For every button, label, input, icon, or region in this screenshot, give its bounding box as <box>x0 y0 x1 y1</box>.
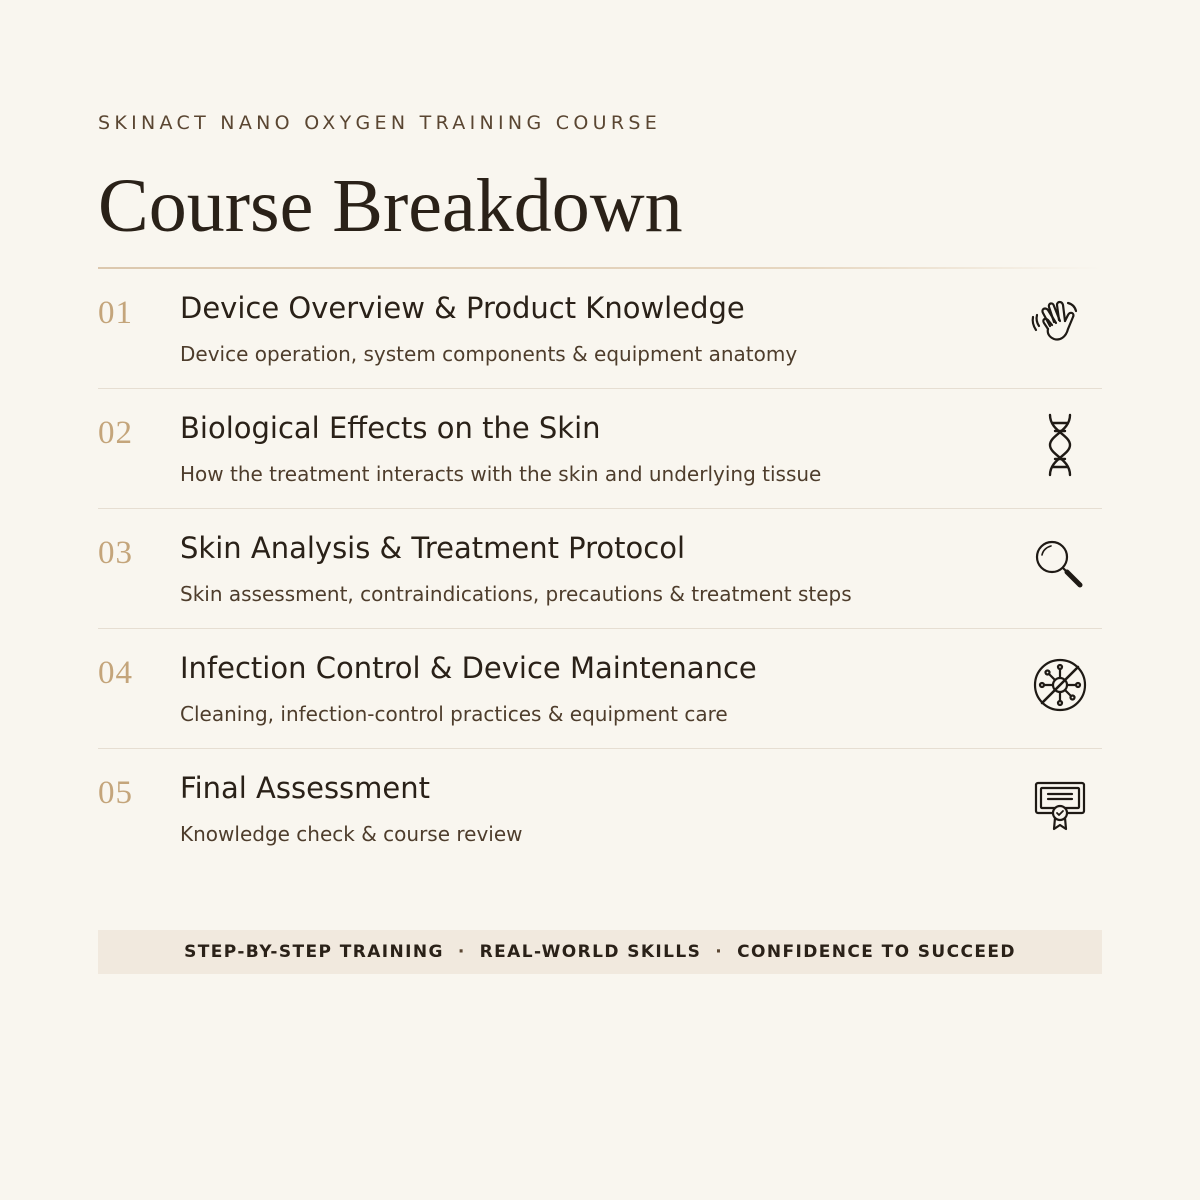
module-title: Biological Effects on the Skin <box>180 411 601 445</box>
module-description: How the treatment interacts with the skin and underlying tissue <box>180 462 822 486</box>
module-number: 01 <box>98 295 133 331</box>
waving-hand-icon <box>1028 293 1092 357</box>
course-eyebrow: SKINACT NANO OXYGEN TRAINING COURSE <box>98 112 661 134</box>
dna-icon <box>1028 413 1092 477</box>
module-row-02 <box>98 389 1102 509</box>
module-title: Infection Control & Device Maintenance <box>180 651 757 685</box>
tagline-skills: REAL-WORLD SKILLS <box>479 942 702 962</box>
course-module-list <box>98 269 1102 868</box>
module-number: 03 <box>98 535 133 571</box>
module-title: Final Assessment <box>180 771 431 805</box>
module-number: 05 <box>98 775 133 811</box>
module-description: Skin assessment, contraindications, precautions & treatment steps <box>180 582 852 606</box>
module-title: Device Overview & Product Knowledge <box>180 291 745 325</box>
module-row-05 <box>98 749 1102 868</box>
page-title: Course Breakdown <box>98 164 683 248</box>
tagline-confidence: CONFIDENCE TO SUCCEED <box>737 942 1016 962</box>
module-row-04 <box>98 629 1102 749</box>
no-virus-icon <box>1028 653 1092 717</box>
module-description: Cleaning, infection-control practices & equipment care <box>180 702 728 726</box>
footer-tagline-banner <box>98 930 1102 974</box>
tagline-separator: · <box>457 942 466 962</box>
module-number: 04 <box>98 655 133 691</box>
module-description: Knowledge check & course review <box>180 822 523 846</box>
module-row-01 <box>98 269 1102 389</box>
module-description: Device operation, system components & equipment anatomy <box>180 342 798 366</box>
module-row-03 <box>98 509 1102 629</box>
module-number: 02 <box>98 415 133 451</box>
tagline-training: STEP-BY-STEP TRAINING <box>184 942 444 962</box>
certificate-icon <box>1028 773 1092 837</box>
tagline-separator: · <box>715 942 724 962</box>
module-title: Skin Analysis & Treatment Protocol <box>180 531 686 565</box>
magnifier-icon <box>1028 533 1092 597</box>
